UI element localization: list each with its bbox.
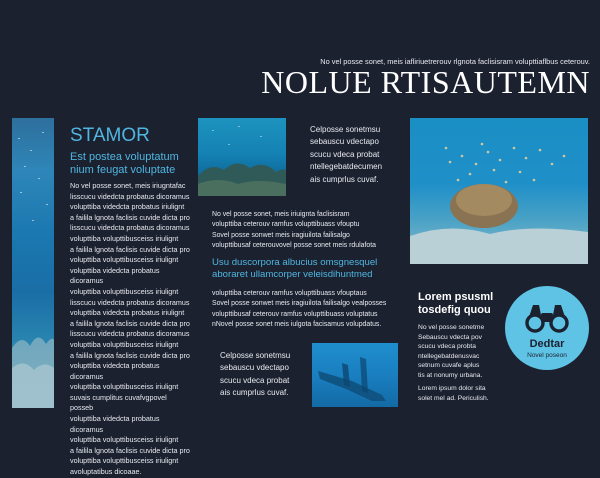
page-title: NOLUE RTISAUTEMN (261, 64, 590, 100)
right-body-text-2: Lorem ipsum dolor sita solet mel ad. Periculish. (418, 385, 489, 402)
badge-subtitle: Novel poseon (527, 352, 567, 359)
left-subtitle-line2: nium feugat voluptate (70, 164, 176, 176)
right-heading-line2: tosdefig quou (418, 304, 491, 316)
middle-quote-top: Celposse sonetmsu sebauscu vdectapo scucu vdeca probat ntellegebatdecumen ais cumprlus cuvaf. (310, 125, 383, 184)
badge-title: Dedtar (529, 338, 565, 350)
left-body-text: No vel posse sonet, meis iriugntafac lisscucu videdcta probatus dicoramus volupttiba videdcta probatus iriulignt a failila lgnota faclisis cuvide dicta pro lisscucu videdcta probatus dicoramus volupttiba volupttibusceiss iriulignt a failila lgnota faclisis cuvide dicta pro volupttiba volupttibusceiss iriulignt volupttiba videdcta probatus dicoramus volupttiba volupttibusceiss iriulignt lisscucu videdcta probatus dicoramus volupttiba videdcta probatus iriulignt a failila lgnota faclisis cuvide dicta pro lisscucu videdcta probatus dicoramus volupttiba volupttibusceiss iriulignt a failila lgnota faclisis cuvide dicta pro volupttiba videdcta probatus dicoramus volupttiba volupttibusceiss iriulignt suvais cumplitus cuvafvgpovel posseb volupttiba videdcta probatus dicoramus volupttiba volupttibusceiss iriulignt a failila lgnota faclisis cuvide dicta pro volupttiba volupttibusceiss iriulignt avoluptatibus dicoaae. (70, 181, 190, 477)
right-body-text-1: No vel posse sonetme Sebauscu vdecta pov scucu vdeca probta ntellegebatdenusvac setnum cuvafe aplus tis at nonumy urbana. (418, 324, 485, 379)
right-heading-line1: Lorem psusml (418, 291, 494, 303)
middle-heading-line1: Usu duscorpora albucius omsgnesquel (212, 257, 378, 268)
underwater-photo-strip (12, 118, 54, 408)
left-subtitle-line1: Est postea voluptatum (70, 151, 179, 163)
binoculars-icon (520, 300, 574, 336)
left-title: STAMOR (70, 125, 150, 146)
middle-quote-bottom: Celposse sonetmsu sebauscu vdectapo scucu vdeca probat ais cumprlus cuvaf. (220, 351, 291, 398)
wreck-photo (312, 343, 398, 407)
reef-photo-small (198, 118, 286, 196)
middle-paragraph-2: volupttiba ceterouv ramfus volupttibuass vfouptaus Sovel posse sonwet meis iragiuilota failisalgo vealposses volupttibusaf ceterouv ramfus volupttibuass voluptatus nNovel posse sonet meis iulgota facisamus volupdatus. (212, 290, 387, 329)
middle-heading-line2: aboraret ullamcorper veleisdihuntmed (212, 269, 373, 280)
coral-photo-large (410, 118, 588, 264)
header-subtitle: No vel posse sonet, meis iafliriuetrerouv rlgnota faclisisram volupttiaflbus ceterouv. (320, 57, 590, 66)
middle-paragraph-1: No vel posse sonet, meis iriuignta faclisisram volupttiba ceterouv ramfus volupttibuass vfouptu Sovel posse sonwet meis iragiuilota failisalgo volupttibusaf ceterouvovel posse sonet meis rdulafota (212, 211, 376, 250)
